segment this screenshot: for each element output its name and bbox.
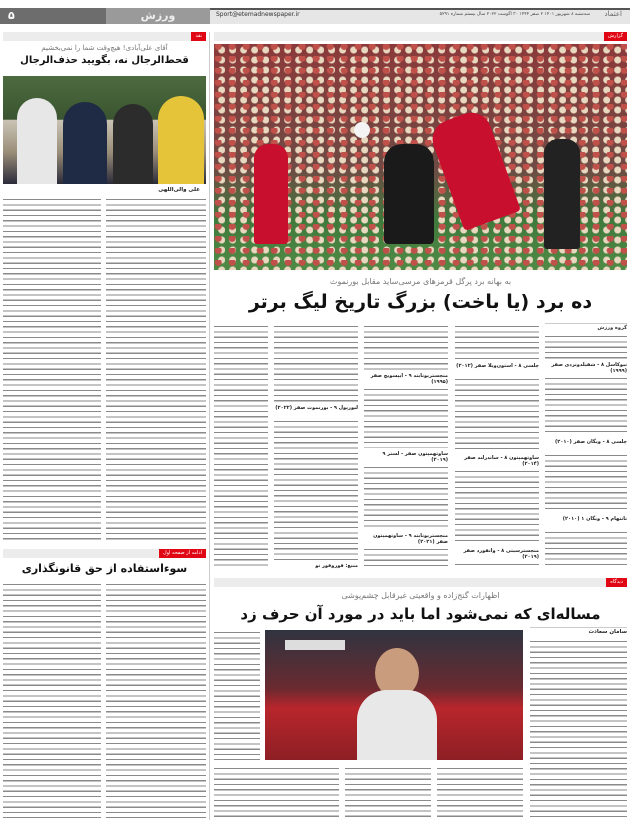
- opinion-headline: مساله‌ای که نمی‌شود اما باید در مورد آن حرف زد: [240, 605, 601, 623]
- subhead-7: ساوتهمپتون صفر - لستر ۹ (۲۰۱۹): [364, 451, 448, 463]
- left-bottom-headline: سوءاستفاده از حق قانونگذاری: [21, 562, 188, 575]
- date-line: سه‌شنبه ۸ شهریور ۱۴۰۱ ۲ صفر ۱۴۴۴ ۳۰ اگوست ۲۰۲۲ سال بیستم شماره ۵۲۹۱: [439, 12, 590, 17]
- source-signoff: منبع: فوروفور تو: [274, 563, 358, 569]
- subhead-10: منچسترسیتی ۸ - واتفورد صفر (۲۰۱۹): [455, 548, 539, 560]
- opinion-tag: دیدگاه: [606, 578, 627, 587]
- subhead-8: منچستریونایتد ۹ - ساوتهمپتون صفر (۲۰۲۱): [364, 533, 448, 545]
- main-body-col-1d: [545, 530, 627, 568]
- left-bottom-body-col-1: [106, 582, 206, 818]
- section-title: ورزش: [106, 8, 210, 24]
- main-body-col-4a: [274, 324, 358, 402]
- subhead-5: ساوتهمپتون ۸ - ساندرلند صفر (۲۰۱۴): [455, 455, 539, 467]
- main-body-col-3d: [364, 547, 448, 569]
- page-number: ۵: [0, 8, 106, 24]
- football-match-photo: [214, 44, 627, 270]
- section-email[interactable]: Sport@etemadnewspaper.ir: [216, 11, 300, 18]
- main-body-col-2a: [455, 324, 539, 360]
- byline: گروه ورزش: [545, 325, 627, 331]
- main-body-col-3a: [364, 324, 448, 370]
- left-kicker: آقای علی‌آبادی! هیچ‌وقت شما را نمی‌بخشیم: [41, 44, 168, 52]
- subhead-1: نیوکاسل ۸ - شفیلدونزدی صفر (۱۹۹۹): [545, 362, 627, 374]
- subhead-4: تاتنهام ۹ - ویگان ۱ (۲۰۱۰): [545, 516, 627, 522]
- newspaper-logo: اعتماد: [604, 10, 622, 18]
- continued-tag: ادامه از صفحه اول: [159, 549, 206, 558]
- column-divider: [209, 32, 210, 820]
- report-tag: گزارش: [604, 32, 627, 41]
- opinion-body-col-1: [530, 639, 627, 818]
- main-body-col-2b: [455, 377, 539, 452]
- subhead-6: منچستریونایتد ۹ - ایپسویچ صفر (۱۹۹۵): [364, 373, 448, 385]
- main-body-col-4b: [274, 419, 358, 560]
- opinion-body-col-2: [437, 766, 523, 818]
- opinion-kicker: اظهارات گنج‌زاده و واقعیتی غیرقابل چشم‌پوشی: [341, 591, 500, 600]
- main-body-col-1a: [545, 334, 627, 359]
- main-body-col-3b: [364, 387, 448, 448]
- main-kicker: به بهانه برد پرگل قرمزهای مرسی‌ساید مقابل بورنموث: [329, 277, 512, 286]
- opinion-tag-strip: [214, 578, 627, 587]
- main-body-col-2c: [455, 469, 539, 545]
- left-body-col-1: [106, 197, 206, 541]
- left-body-col-2: [3, 197, 101, 541]
- main-body-col-1c: [545, 453, 627, 513]
- byline-rule: [545, 323, 627, 324]
- critique-tag: نقد: [191, 32, 206, 41]
- main-body-col-5: [214, 324, 268, 569]
- left-tag-strip: [3, 32, 206, 41]
- main-body-col-2d: [455, 562, 539, 569]
- opinion-body-col-3a: [214, 630, 260, 760]
- main-body-col-1b: [545, 376, 627, 436]
- subhead-2: چلسی ۸ - استون‌ویلا صفر (۲۰۱۲): [456, 363, 539, 369]
- main-body-col-3c: [364, 465, 448, 530]
- opinion-author: سامان سعادت: [588, 629, 627, 635]
- subhead-9: لیورپول ۹ - بورنموث صفر (۲۰۲۲): [275, 405, 358, 411]
- left-headline: قحط‌الرجال نه، بگویید حذف‌الرجال: [20, 55, 189, 66]
- officials-photo: [3, 76, 206, 184]
- main-tag-strip: [214, 32, 627, 41]
- left-author: علی والی‌اللهی: [158, 187, 200, 193]
- main-headline: ده برد (یا باخت) بزرگ تاریخ لیگ برتر: [248, 291, 593, 313]
- subhead-3: چلسی ۸ - ویگان صفر (۲۰۱۰): [545, 439, 627, 445]
- left-bottom-body-col-2: [3, 582, 101, 818]
- opinion-body-col-3: [345, 766, 431, 818]
- opinion-body-col-4: [214, 766, 339, 818]
- author-rule: [530, 627, 627, 628]
- official-portrait-photo: [265, 630, 523, 760]
